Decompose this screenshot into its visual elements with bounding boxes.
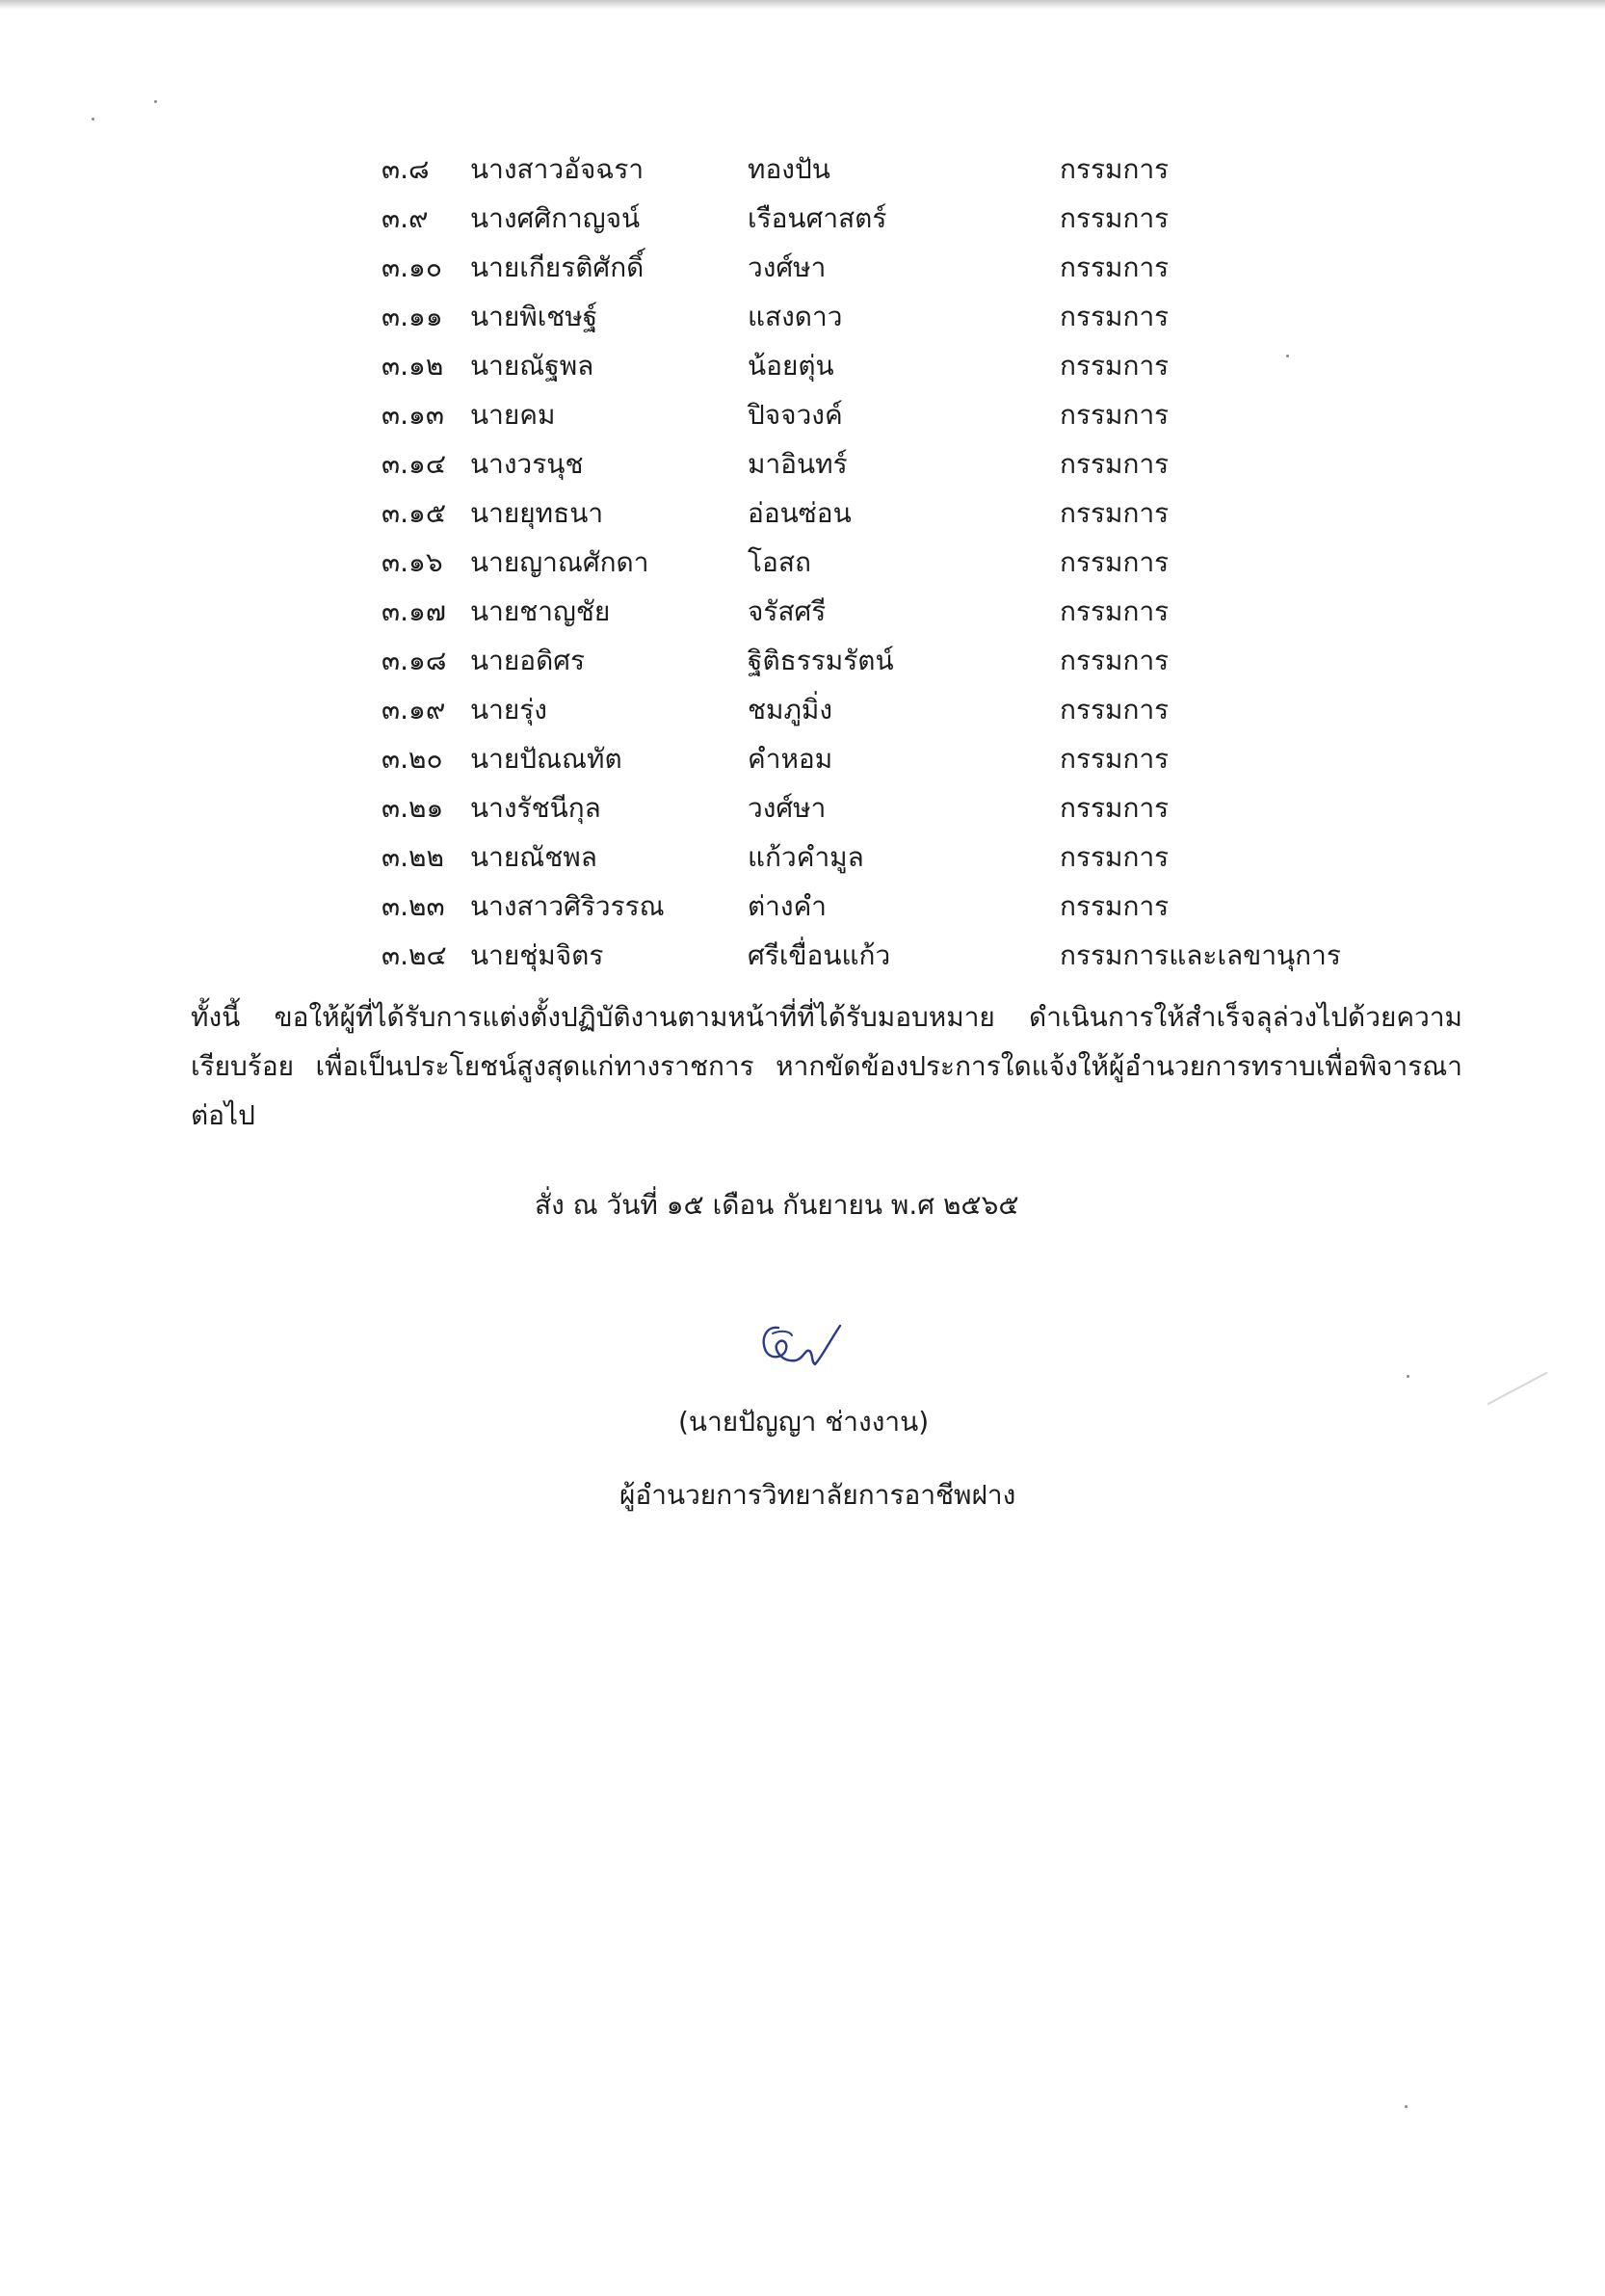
member-row [382,783,1441,832]
member-row [382,341,1441,390]
member-number: ๓.๒๒ [382,841,444,873]
scan-edge-shadow [0,0,1605,10]
member-number: ๓.๑๓ [382,399,444,431]
member-last-name: มาอินทร์ [748,448,848,480]
member-role: กรรมการ [1060,301,1170,332]
member-row [382,587,1441,636]
member-row [382,292,1441,341]
member-row [382,832,1441,882]
member-role: กรรมการ [1060,399,1170,431]
member-number: ๓.๑๔ [382,448,447,480]
member-role: กรรมการ [1060,153,1170,185]
member-row [382,636,1441,685]
member-role: กรรมการ [1060,645,1170,676]
member-row [382,194,1441,243]
member-role: กรรมการ [1060,546,1170,578]
member-role: กรรมการ [1060,497,1170,529]
member-last-name: ปิจจวงค์ [748,399,843,431]
signature-image [757,1320,844,1376]
member-row [382,439,1441,488]
signer-title: ผู้อำนวยการวิทยาลัยการอาชีพฝาง [619,1479,1016,1511]
member-role: กรรมการ [1060,743,1170,775]
scan-speck [1407,1375,1409,1378]
member-last-name: อ่อนซ่อน [748,497,852,529]
member-row [382,390,1441,439]
member-number: ๓.๑๙ [382,694,446,726]
member-number: ๓.๒๔ [382,939,447,971]
member-last-name: ทองปัน [748,153,830,185]
member-first-name: นายชาญชัย [470,595,611,627]
member-first-name: นางสาวศิริวรรณ [470,890,665,922]
member-row [382,538,1441,587]
scan-speck [1405,2105,1408,2108]
member-last-name: วงศ์ษา [748,792,827,824]
member-role: กรรมการ [1060,792,1170,824]
member-role: กรรมการ [1060,694,1170,726]
member-last-name: ต่างคำ [748,890,828,922]
member-last-name: แสงดาว [748,301,843,332]
member-number: ๓.๒๐ [382,743,443,775]
member-first-name: นายปัณณทัต [470,743,622,775]
member-number: ๓.๑๗ [382,595,446,627]
member-last-name: คำหอม [748,743,833,775]
member-last-name: เรือนศาสตร์ [748,202,887,234]
member-first-name: นางรัชนีกุล [470,792,601,824]
scan-speck [1286,355,1289,357]
member-first-name: นายยุทธนา [470,497,604,529]
member-first-name: นายญาณศักดา [470,546,649,578]
member-first-name: นายคม [470,399,556,431]
member-first-name: นายพิเชษฐ์ [470,301,598,332]
member-role: กรรมการและเลขานุการ [1060,939,1341,971]
member-last-name: จรัสศรี [748,595,827,627]
closing-paragraph: ทั้งนี้ ขอให้ผู้ที่ได้รับการแต่งตั้งปฏิบัติงานตามหน้าที่ที่ได้รับมอบหมาย ดำเนินการให้สำเร็จลุล่วงไปด้วยความเรียบร้อย เพื่อเป็นประโยชน์สูงสุดแก่ทางราชการ หากขัดข้องประการใดแจ้งให้ผู้อำนวยการทราบเพื่อพิจารณาต่อไป [191,1001,1462,1131]
member-role: กรรมการ [1060,448,1170,480]
member-role: กรรมการ [1060,251,1170,283]
member-first-name: นายรุ่ง [470,694,547,726]
member-number: ๓.๘ [382,153,430,185]
member-last-name: แก้วคำมูล [748,841,864,873]
member-number: ๓.๒๑ [382,792,444,824]
member-first-name: นางศศิกาญจน์ [470,202,641,234]
member-role: กรรมการ [1060,350,1170,382]
member-row [382,931,1441,980]
member-number: ๓.๑๒ [382,350,444,382]
member-role: กรรมการ [1060,841,1170,873]
member-row [382,685,1441,734]
member-row [382,734,1441,783]
member-last-name: โอสถ [748,546,811,578]
member-last-name: ชมภูมิ่ง [748,694,833,726]
member-first-name: นายณัฐพล [470,350,594,382]
member-number: ๓.๑๘ [382,645,447,676]
scan-streak [1487,1372,1548,1406]
member-row [382,488,1441,538]
member-first-name: นางสาวอัจฉรา [470,153,645,185]
member-first-name: นายชุ่มจิตร [470,939,604,971]
member-last-name: ฐิติธรรมรัตน์ [748,645,894,676]
member-role: กรรมการ [1060,595,1170,627]
member-role: กรรมการ [1060,890,1170,922]
member-number: ๓.๑๕ [382,497,447,529]
member-first-name: นายเกียรติศักดิ์ [470,251,645,283]
order-date: สั่ง ณ วันที่ ๑๕ เดือน กันยายน พ.ศ ๒๕๖๕ [535,1189,1019,1221]
member-row [382,882,1441,931]
member-row [382,243,1441,292]
member-first-name: นางวรนุช [470,448,584,480]
scan-speck [154,100,157,103]
member-number: ๓.๑๐ [382,251,442,283]
member-last-name: วงศ์ษา [748,251,827,283]
member-first-name: นายอดิศร [470,645,586,676]
signer-name: (นายปัญญา ช่างงาน) [678,1406,930,1438]
member-number: ๓.๙ [382,202,429,234]
scan-speck [92,118,94,120]
member-number: ๓.๑๖ [382,546,443,578]
member-row [382,145,1441,194]
member-number: ๓.๒๓ [382,890,445,922]
member-number: ๓.๑๑ [382,301,443,332]
member-first-name: นายณัชพล [470,841,597,873]
member-last-name: น้อยตุ่น [748,350,834,382]
member-last-name: ศรีเขื่อนแก้ว [748,939,891,971]
committee-member-list [382,145,1441,980]
member-role: กรรมการ [1060,202,1170,234]
